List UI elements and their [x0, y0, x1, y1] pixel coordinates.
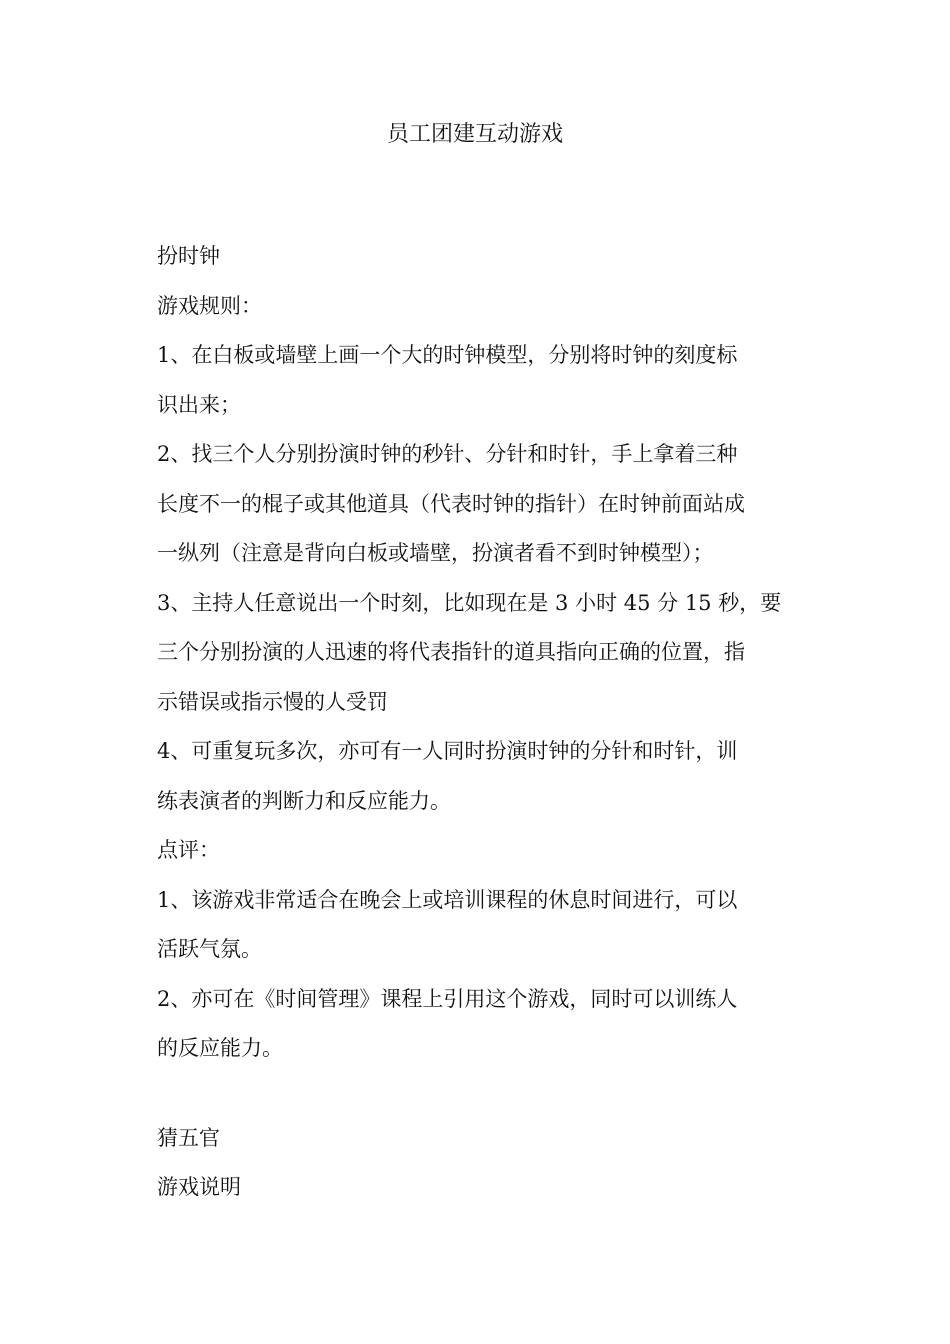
section-heading: 扮时钟 — [157, 244, 220, 268]
review-line: 活跃气氛。 — [157, 937, 262, 961]
rule-line: 3、主持人任意说出一个时刻，比如现在是 3 小时 45 分 15 秒，要 — [157, 590, 782, 615]
review-line: 2、亦可在《时间管理》课程上引用这个游戏，同时可以训练人 — [157, 986, 738, 1011]
rule-line: 三个分别扮演的人迅速的将代表指针的道具指向正确的位置，指 — [157, 640, 745, 664]
rule-line: 练表演者的判断力和反应能力。 — [157, 788, 451, 813]
document-title: 员工团建互动游戏 — [386, 122, 563, 147]
rule-line: 识出来； — [157, 392, 241, 417]
rules-label: 游戏规则： — [157, 293, 262, 318]
section-gap — [157, 1074, 797, 1114]
rule-line: 长度不一的棍子或其他道具（代表时钟的指针）在时钟前面站成 — [157, 491, 745, 516]
review-line: 1、该游戏非常适合在晚会上或培训课程的休息时间进行，可以 — [157, 887, 738, 912]
rule-line: 示错误或指示慢的人受罚 — [157, 689, 388, 714]
rule-line: 一纵列（注意是背向白板或墙壁，扮演者看不到时钟模型）； — [157, 541, 714, 565]
document-body — [157, 232, 797, 1213]
rule-line: 4、可重复玩多次，亦可有一人同时扮演时钟的分针和时针，训 — [157, 739, 738, 763]
rule-line: 2、找三个人分别扮演时钟的秒针、分针和时针，手上拿着三种 — [157, 442, 738, 466]
description-label: 游戏说明 — [157, 1175, 241, 1199]
section-heading: 猜五官 — [157, 1125, 220, 1150]
review-label: 点评： — [157, 838, 220, 862]
rule-line: 1、在白板或墙壁上画一个大的时钟模型，分别将时钟的刻度标 — [157, 343, 738, 367]
review-line: 的反应能力。 — [157, 1036, 283, 1060]
